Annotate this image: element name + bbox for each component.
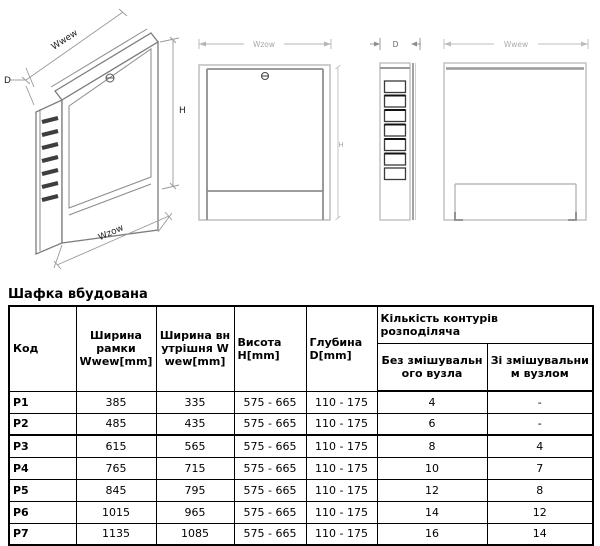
cell-without-mixing: 4 [377, 391, 487, 413]
cell-inner-width: 335 [156, 391, 234, 413]
cell-inner-width: 435 [156, 413, 234, 435]
cabinet-spec-table [8, 305, 594, 546]
dim-label-depth: D [392, 40, 399, 49]
table-row [9, 435, 593, 457]
mounting-slots [385, 81, 406, 180]
cell-height: 575 - 665 [234, 501, 306, 523]
cell-frame-width: 765 [76, 457, 156, 479]
cell-with-mixing: 12 [487, 501, 593, 523]
table-row [9, 479, 593, 501]
table-row [9, 413, 593, 435]
dim-label-depth: D [4, 76, 11, 86]
cabinet-frame-view-drawing [438, 33, 598, 229]
cell-height: 575 - 665 [234, 457, 306, 479]
cell-frame-width: 1015 [76, 501, 156, 523]
cell-height: 575 - 665 [234, 523, 306, 545]
cell-without-mixing: 10 [377, 457, 487, 479]
cell-frame-width: 1135 [76, 523, 156, 545]
cell-without-mixing: 6 [377, 413, 487, 435]
cell-with-mixing: 7 [487, 457, 593, 479]
cell-height: 575 - 665 [234, 479, 306, 501]
col-header-circuits-group [377, 306, 593, 344]
cell-height: 575 - 665 [234, 391, 306, 413]
col-header-height: Висота H[mm] [234, 306, 306, 391]
cell-frame-width: 615 [76, 435, 156, 457]
cell-code: P4 [9, 457, 76, 479]
col-header-with-mixing: Зі змішувальним вузлом [487, 344, 593, 392]
cell-without-mixing: 16 [377, 523, 487, 545]
cell-code: P6 [9, 501, 76, 523]
cabinet-perspective-drawing [2, 2, 194, 274]
cell-code: P1 [9, 391, 76, 413]
dim-label-height: H [179, 106, 186, 116]
cell-depth: 110 - 175 [306, 413, 377, 435]
cell-code: P7 [9, 523, 76, 545]
cell-depth: 110 - 175 [306, 479, 377, 501]
cell-with-mixing: 14 [487, 523, 593, 545]
cell-frame-width: 485 [76, 413, 156, 435]
table-row [9, 457, 593, 479]
cell-code: P3 [9, 435, 76, 457]
cell-frame-width: 385 [76, 391, 156, 413]
cell-height: 575 - 665 [234, 413, 306, 435]
cabinet-side-view-drawing [368, 33, 426, 229]
cell-without-mixing: 14 [377, 501, 487, 523]
cell-without-mixing: 8 [377, 435, 487, 457]
cell-inner-width: 715 [156, 457, 234, 479]
cell-inner-width: 1085 [156, 523, 234, 545]
cell-code: P5 [9, 479, 76, 501]
col-header-frame-width: Ширина рамки Wwew[mm] [76, 306, 156, 391]
cell-depth: 110 - 175 [306, 457, 377, 479]
cell-without-mixing: 12 [377, 479, 487, 501]
cell-inner-width: 565 [156, 435, 234, 457]
dim-label-height: H [338, 141, 344, 149]
dim-label-width: Wwew [503, 40, 529, 49]
page-title: Шафка вбудована [8, 287, 148, 302]
table-row [9, 391, 593, 413]
dim-label-wzow-bottom: Wzow [97, 223, 126, 244]
cell-frame-width: 845 [76, 479, 156, 501]
dim-label-wwew-top: Wwew [49, 28, 80, 53]
table-row [9, 523, 593, 545]
cell-inner-width: 795 [156, 479, 234, 501]
cell-depth: 110 - 175 [306, 435, 377, 457]
table-row [9, 501, 593, 523]
cell-with-mixing: - [487, 391, 593, 413]
cell-depth: 110 - 175 [306, 391, 377, 413]
col-header-without-mixing: Без змішувального вузла [377, 344, 487, 392]
cabinet-front-view-drawing [196, 33, 346, 229]
cell-depth: 110 - 175 [306, 523, 377, 545]
cell-code: P2 [9, 413, 76, 435]
cell-height: 575 - 665 [234, 435, 306, 457]
col-header-code: Код [9, 306, 76, 391]
cell-with-mixing: - [487, 413, 593, 435]
dim-label-width: Wzow [252, 40, 276, 49]
cell-inner-width: 965 [156, 501, 234, 523]
col-header-depth: Глубина D[mm] [306, 306, 377, 391]
cell-with-mixing: 8 [487, 479, 593, 501]
cell-depth: 110 - 175 [306, 501, 377, 523]
cell-with-mixing: 4 [487, 435, 593, 457]
circuits-group-label: Кількість контурів розподіляча [380, 312, 498, 338]
col-header-inner-width: Ширина внутрішня Wwew[mm] [156, 306, 234, 391]
